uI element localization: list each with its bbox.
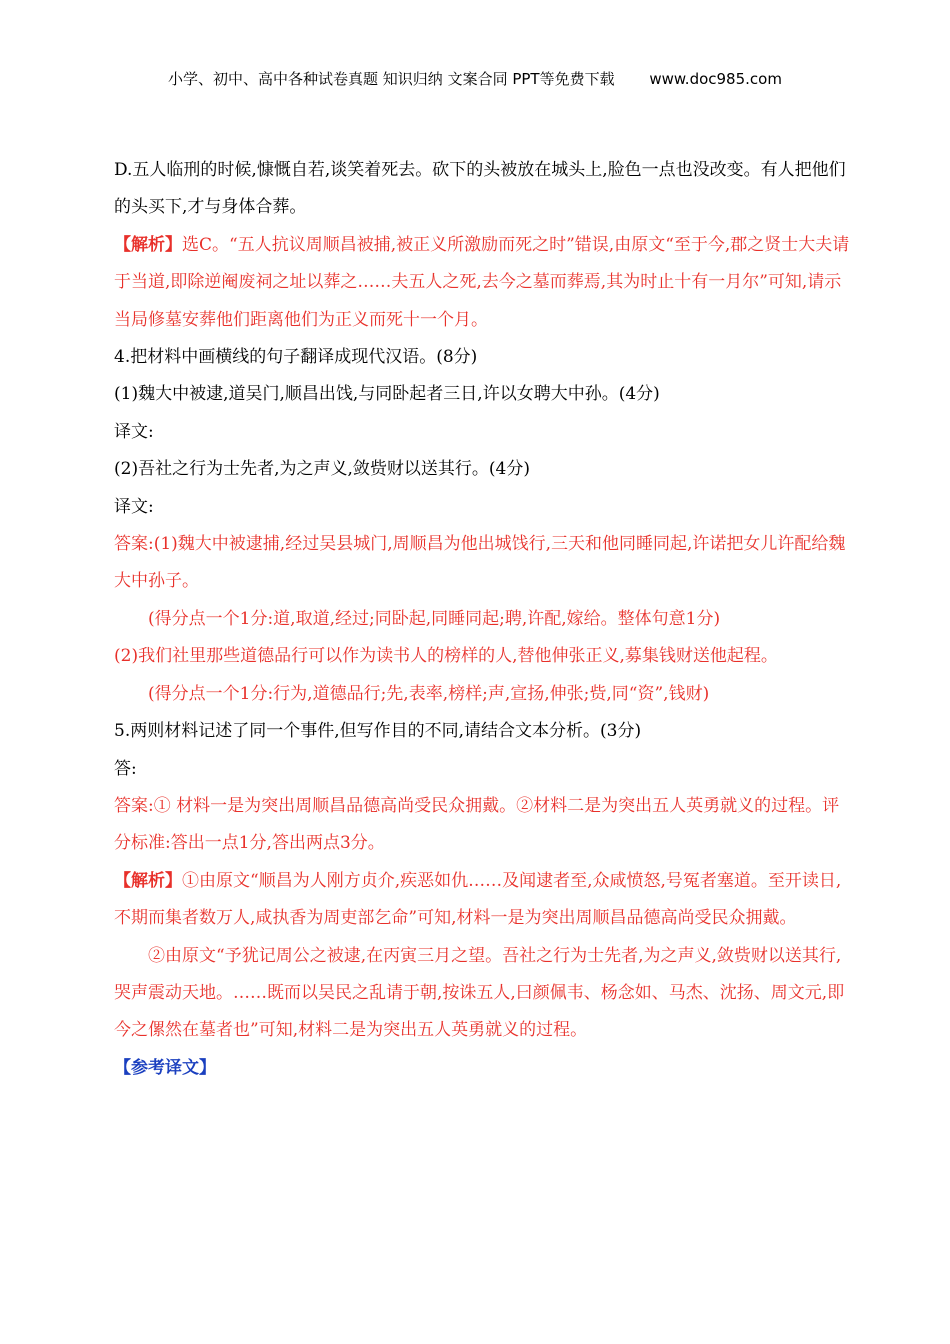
answer-5: 答案:① 材料一是为突出周顺昌品德高尚受民众拥戴。②材料二是为突出五人英勇就义的过程。评分标准:答出一点1分,答出两点3分。 xyxy=(114,795,840,854)
analysis-2a xyxy=(114,863,850,938)
reference-translation-label: 【参考译文】 xyxy=(114,1057,216,1078)
question-4-title: 4.把材料中画横线的句子翻译成现代汉语。(8分) xyxy=(114,347,478,368)
analysis-1-text: 选C。“五人抗议周顺昌被捕,被正义所激励而死之时”错误,由原文“至于今,郡之贤士大夫请于当道,即除逆阉废祠之址以葬之……夫五人之死,去今之墓而葬焉,其为时止十有一月尔”可知,请示当局修墓安葬他们距离他们为正义而死十一个月。 xyxy=(114,234,850,330)
analysis-1 xyxy=(114,227,850,339)
question-4-1: (1)魏大中被逮,道吴门,顺昌出饯,与同卧起者三日,许以女聘大中孙。(4分) xyxy=(114,384,660,405)
document-body xyxy=(114,152,850,1087)
header-text: 小学、初中、高中各种试卷真题 知识归纳 文案合同 PPT等免费下载 xyxy=(168,70,615,88)
scoring-4-1: (得分点一个1分:道,取道,经过;同卧起,同睡同起;聘,许配,嫁给。整体句意1分) xyxy=(148,608,721,629)
page-header xyxy=(0,68,950,89)
analysis-label-1: 【解析】 xyxy=(114,234,182,255)
question-5-title: 5.两则材料记述了同一个事件,但写作目的不同,请结合文本分析。(3分) xyxy=(114,721,642,742)
translation-label-1: 译文: xyxy=(114,421,154,442)
analysis-2b: ②由原文“予犹记周公之被逮,在丙寅三月之望。吾社之行为士先者,为之声义,敛赀财以送其行,哭声震动天地。……既而以吴民之乱请于朝,按诛五人,曰颜佩韦、杨念如、马杰、沈扬、周文元,即今之傫然在墓者也”可知,材料二是为突出五人英勇就义的过程。 xyxy=(114,945,845,1041)
translation-label-2: 译文: xyxy=(114,496,154,517)
answer-4-2: (2)我们社里那些道德品行可以作为读书人的榜样的人,替他伸张正义,募集钱财送他起程。 xyxy=(114,646,778,667)
analysis-label-2: 【解析】 xyxy=(114,870,182,891)
scoring-4-2: (得分点一个1分:行为,道德品行;先,表率,榜样;声,宣扬,伸张;赀,同“资”,钱财) xyxy=(148,683,710,704)
analysis-2a-text: ①由原文“顺昌为人刚方贞介,疾恶如仇……及闻逮者至,众咸愤怒,号冤者塞道。至开读日,不期而集者数万人,咸执香为周吏部乞命”可知,材料一是为突出周顺昌品德高尚受民众拥戴。 xyxy=(114,870,842,929)
answer-4-1: 答案:(1)魏大中被逮捕,经过吴县城门,周顺昌为他出城饯行,三天和他同睡同起,许诺把女儿许配给魏大中孙子。 xyxy=(114,534,846,592)
answer-label-5: 答: xyxy=(114,758,137,779)
header-site-link[interactable]: www.doc985.com xyxy=(649,70,782,88)
question-4-2: (2)吾社之行为士先者,为之声义,敛赀财以送其行。(4分) xyxy=(114,459,530,480)
option-d: D.五人临刑的时候,慷慨自若,谈笑着死去。砍下的头被放在城头上,脸色一点也没改变。有人把他们的头买下,才与身体合葬。 xyxy=(114,160,846,218)
